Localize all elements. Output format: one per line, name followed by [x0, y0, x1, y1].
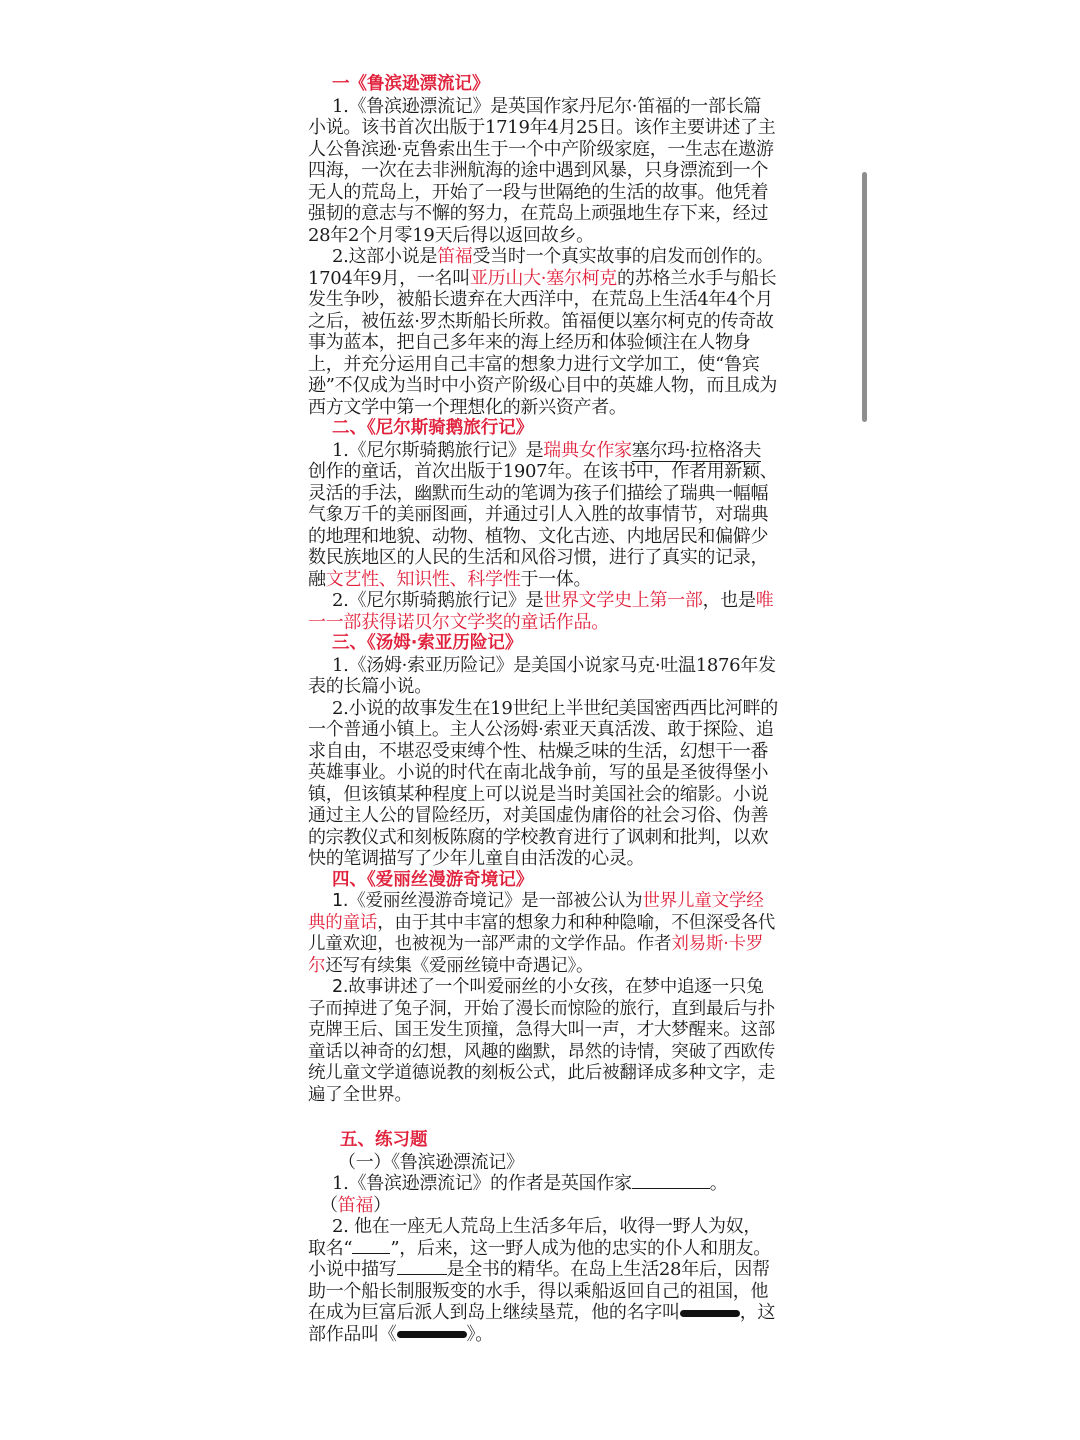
exercise-q1-answer — [308, 1195, 778, 1217]
answer-blank — [397, 1274, 447, 1275]
highlight-author: 刘易斯·卡罗尔 — [308, 934, 764, 976]
text: ”，后来，这一野人成为他的忠实的仆人和朋友。小说中描写 — [308, 1237, 771, 1280]
text: 于一体。 — [520, 568, 592, 590]
s2-paragraph-2 — [308, 590, 778, 633]
highlight-qualities: 文艺性、知识性、科学性 — [325, 568, 521, 590]
text: 2.《尼尔斯骑鹅旅行记》是 — [332, 590, 544, 611]
exercise-q1 — [308, 1173, 778, 1195]
paren-close: ） — [373, 1194, 391, 1216]
section-4-title: 四、《爱丽丝漫游奇境记》 — [332, 869, 534, 890]
s4-paragraph-2: 2.故事讲述了一个叫爱丽丝的小女孩，在梦中追逐一只兔子而掉进了兔子洞，开始了漫长而惊险的旅行，直到最后与扑克牌王后、国王发生顶撞，急得大叫一声，才大梦醒来。这部童话以神奇的幻想，风趣的幽默，昂然的诗情，突破了西欧传统儿童文学道德说教的刻板公式，此后被翻译成多种文字，走遍了全世界。 — [308, 977, 776, 1105]
text: 》。 — [466, 1323, 493, 1345]
exercise-subtitle: （一）《鲁滨逊漂流记》 — [338, 1151, 524, 1173]
highlight-sailor: 亚历山大·塞尔柯克 — [469, 267, 617, 289]
redaction-mark — [680, 1310, 740, 1317]
text: 2. 他在一座无人荒岛上生活多年后，收得一野人为奴，取名“ — [308, 1216, 762, 1259]
s2-paragraph-1 — [308, 440, 778, 591]
section-3-title: 三、《汤姆·索亚历险记》 — [332, 633, 523, 653]
section-5-title: 五、练习题 — [340, 1130, 428, 1150]
paren-open: （ — [320, 1194, 338, 1216]
s1-paragraph-2 — [308, 246, 778, 418]
text: 是全书的精华。在岛上生活28年后，因帮助一个船长制服叛变的水手，得以乘船返回自己的祖国，他在成为巨富后派人到岛上继续垦荒，他的名字叫 — [308, 1259, 770, 1323]
text: 还写有续集《爱丽丝镜中奇遇记》。 — [325, 955, 594, 976]
underlined-author: 塞尔玛·拉格洛夫 — [631, 439, 762, 461]
text: ，也是 — [702, 590, 756, 611]
text: 1.《爱丽丝漫游奇境记》是一部被公认为 — [332, 891, 643, 911]
text: 的苏格兰水手与船长发生争吵，被船长遗弃在大西洋中，在荒岛上生活4年4个月之后，被伍兹·罗杰斯船长所救。笛福便以塞尔柯克的传奇故事为蓝本，把自己多年来的海上经历和体验倾注在人物身上，并充分运用自己丰富的想象力进行文学加工，使“鲁宾逊”不仅成为当时中小资产阶级心目中的英雄人物，而且成为西方文学中第一个理想化的新兴资产者。 — [308, 267, 778, 418]
answer-blank — [352, 1253, 390, 1254]
scrollbar[interactable] — [862, 172, 867, 422]
answer-text: 笛福 — [337, 1194, 374, 1216]
text: 创作的童话，首次出版于1907年。在该书中，作者用新颖、灵活的手法，幽默而生动的笔调为孩子们描绘了瑞典一幅幅气象万千的美丽图画，并通过引人入胜的故事情节，对瑞典的地理和地貌、动物、植物、文化古迹、内地居民和偏僻少数民族地区的人民的生活和风俗习惯，进行了真实的记录，融 — [308, 461, 778, 590]
redaction-mark — [397, 1331, 467, 1338]
text: 受当时一个真实故事的启发而创作的。1704年9月，一名叫 — [308, 246, 774, 289]
text: 1.《尼尔斯骑鹅旅行记》是 — [332, 439, 544, 461]
highlight-nationality: 瑞典女作家 — [543, 439, 632, 461]
text: 1.《鲁滨逊漂流记》的作者是英国作家 — [332, 1173, 632, 1194]
s4-paragraph-1 — [308, 891, 778, 977]
highlight-first: 世界文学史上第一部 — [543, 590, 703, 611]
text: ，由于其中丰富的想象力和种种隐喻，不但深受各代儿童欢迎，也被视为一部严肃的文学作品。作者 — [308, 912, 776, 954]
document-page — [308, 74, 778, 1345]
highlight-nobel: 唯一一部获得诺贝尔文学奖的童话作品。 — [308, 590, 774, 633]
answer-blank — [632, 1188, 710, 1189]
highlight-author: 笛福 — [437, 246, 473, 267]
s3-paragraph-1: 1.《汤姆·索亚历险记》是美国小说家马克·吐温1876年发表的长篇小说。 — [308, 654, 776, 697]
exercise-q2 — [308, 1216, 778, 1345]
text: ，这部作品叫《 — [308, 1302, 776, 1345]
highlight-classic: 世界儿童文学经典的童话 — [308, 891, 764, 933]
text: 。 — [709, 1173, 728, 1194]
text: 2.这部小说是 — [332, 246, 438, 267]
s3-paragraph-2: 2.小说的故事发生在19世纪上半世纪美国密西西比河畔的一个普通小镇上。主人公汤姆·索亚天真活泼、敢于探险、追求自由，不堪忍受束缚个性、枯燥乏味的生活，幻想干一番英雄事业。小说的时代在南北战争前，写的虽是圣彼得堡小镇，但该镇某种程度上可以说是当时美国社会的缩影。小说通过主人公的冒险经历，对美国虚伪庸俗的社会习俗、伪善的宗教仪式和刻板陈腐的学校教育进行了讽刺和批判，以欢快的笔调描写了少年儿童自由活泼的心灵。 — [308, 697, 778, 869]
section-2-title: 二、《尼尔斯骑鹅旅行记》 — [332, 418, 534, 438]
section-1-title: 一《鲁滨逊漂流记》 — [332, 74, 490, 94]
s1-paragraph-1: 1.《鲁滨逊漂流记》是英国作家丹尼尔·笛福的一部长篇小说。该书首次出版于1719年4月25日。该作主要讲述了主人公鲁滨逊·克鲁索出生于一个中产阶级家庭，一生志在遨游四海，一次在去非洲航海的途中遇到风暴，只身漂流到一个无人的荒岛上，开始了一段与世隔绝的生活的故事。他凭着强韧的意志与不懈的努力，在荒岛上顽强地生存下来，经过28年2个月零19天后得以返回故乡。 — [308, 95, 776, 246]
